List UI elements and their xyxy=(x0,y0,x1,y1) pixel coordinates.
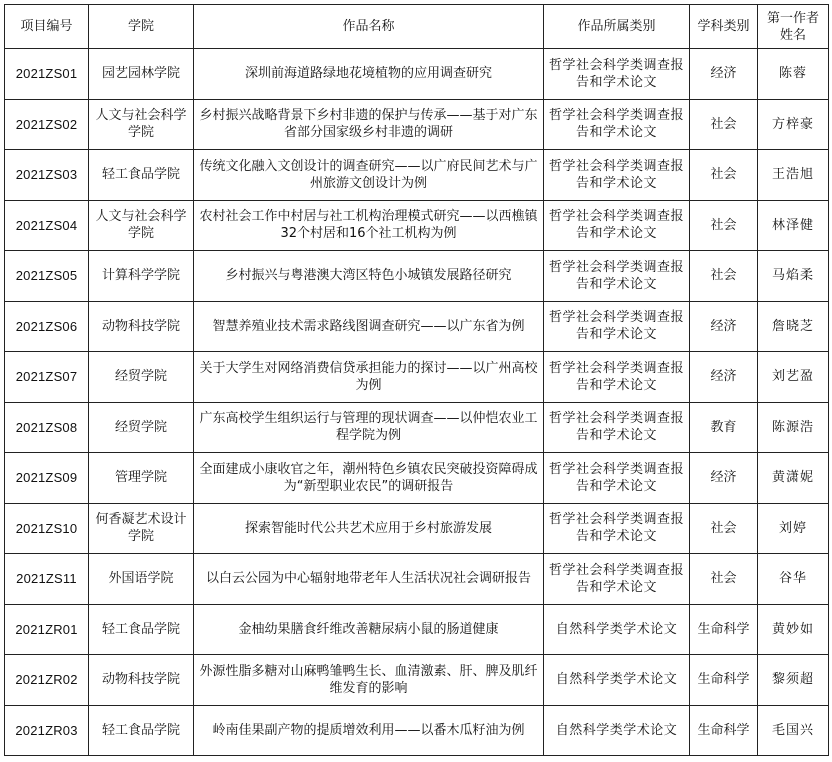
header-college: 学院 xyxy=(89,5,194,49)
college-cell: 轻工食品学院 xyxy=(89,150,194,201)
work-name-cell: 外源性脂多糖对山麻鸭雏鸭生长、血清激素、肝、脾及肌纤维发育的影响 xyxy=(194,655,544,706)
college-cell: 人文与社会科学学院 xyxy=(89,200,194,251)
work-name-cell: 乡村振兴战略背景下乡村非遗的保护与传承——基于对广东省部分国家级乡村非遗的调研 xyxy=(194,99,544,150)
work-name-cell: 以白云公园为中心辐射地带老年人生活状况社会调研报告 xyxy=(194,554,544,605)
first-author-cell: 林泽健 xyxy=(758,200,829,251)
project-code-cell: 2021ZS04 xyxy=(5,200,89,251)
table-row xyxy=(5,503,829,554)
project-code-cell: 2021ZR02 xyxy=(5,655,89,706)
first-author-cell: 陈蓉 xyxy=(758,49,829,100)
work-name-cell: 全面建成小康收官之年，潮州特色乡镇农民突破投资障碍成为“新型职业农民”的调研报告 xyxy=(194,453,544,504)
first-author-cell: 马焰柔 xyxy=(758,251,829,302)
subject-cell: 生命科学 xyxy=(690,604,758,655)
header-work-name: 作品名称 xyxy=(194,5,544,49)
subject-cell: 经济 xyxy=(690,453,758,504)
work-name-cell: 关于大学生对网络消费信贷承担能力的探讨——以广州高校为例 xyxy=(194,352,544,403)
table-row xyxy=(5,49,829,100)
header-subject: 学科类别 xyxy=(690,5,758,49)
work-name-cell: 农村社会工作中村居与社工机构治理模式研究——以西樵镇32个村居和16个社工机构为例 xyxy=(194,200,544,251)
work-category-cell: 自然科学类学术论文 xyxy=(544,604,690,655)
project-code-cell: 2021ZR01 xyxy=(5,604,89,655)
table-row xyxy=(5,705,829,756)
work-name-cell: 探索智能时代公共艺术应用于乡村旅游发展 xyxy=(194,503,544,554)
college-cell: 外国语学院 xyxy=(89,554,194,605)
first-author-cell: 谷华 xyxy=(758,554,829,605)
first-author-cell: 詹晓芝 xyxy=(758,301,829,352)
table-row xyxy=(5,150,829,201)
work-category-cell: 哲学社会科学类调查报告和学术论文 xyxy=(544,554,690,605)
subject-cell: 社会 xyxy=(690,99,758,150)
work-name-cell: 广东高校学生组织运行与管理的现状调查——以仲恺农业工程学院为例 xyxy=(194,402,544,453)
subject-cell: 社会 xyxy=(690,200,758,251)
subject-cell: 生命科学 xyxy=(690,655,758,706)
first-author-cell: 黄潇妮 xyxy=(758,453,829,504)
table-row xyxy=(5,99,829,150)
table-row xyxy=(5,453,829,504)
work-name-cell: 岭南佳果副产物的提质增效利用——以番木瓜籽油为例 xyxy=(194,705,544,756)
work-category-cell: 哲学社会科学类调查报告和学术论文 xyxy=(544,251,690,302)
subject-cell: 经济 xyxy=(690,301,758,352)
project-code-cell: 2021ZS09 xyxy=(5,453,89,504)
subject-cell: 经济 xyxy=(690,49,758,100)
work-name-cell: 传统文化融入文创设计的调查研究——以广府民间艺术与广州旅游文创设计为例 xyxy=(194,150,544,201)
project-code-cell: 2021ZS01 xyxy=(5,49,89,100)
college-cell: 轻工食品学院 xyxy=(89,705,194,756)
college-cell: 计算科学学院 xyxy=(89,251,194,302)
first-author-cell: 陈源浩 xyxy=(758,402,829,453)
work-category-cell: 哲学社会科学类调查报告和学术论文 xyxy=(544,503,690,554)
subject-cell: 社会 xyxy=(690,554,758,605)
work-category-cell: 哲学社会科学类调查报告和学术论文 xyxy=(544,200,690,251)
first-author-cell: 黎须超 xyxy=(758,655,829,706)
work-category-cell: 哲学社会科学类调查报告和学术论文 xyxy=(544,301,690,352)
table-row xyxy=(5,301,829,352)
subject-cell: 社会 xyxy=(690,503,758,554)
project-table xyxy=(4,4,829,756)
first-author-cell: 黄妙如 xyxy=(758,604,829,655)
project-code-cell: 2021ZS05 xyxy=(5,251,89,302)
project-code-cell: 2021ZR03 xyxy=(5,705,89,756)
work-category-cell: 哲学社会科学类调查报告和学术论文 xyxy=(544,402,690,453)
table-row xyxy=(5,402,829,453)
subject-cell: 教育 xyxy=(690,402,758,453)
subject-cell: 经济 xyxy=(690,352,758,403)
project-code-cell: 2021ZS10 xyxy=(5,503,89,554)
work-category-cell: 哲学社会科学类调查报告和学术论文 xyxy=(544,150,690,201)
subject-cell: 社会 xyxy=(690,150,758,201)
college-cell: 人文与社会科学学院 xyxy=(89,99,194,150)
college-cell: 何香凝艺术设计学院 xyxy=(89,503,194,554)
first-author-cell: 方梓豪 xyxy=(758,99,829,150)
work-category-cell: 哲学社会科学类调查报告和学术论文 xyxy=(544,453,690,504)
work-category-cell: 自然科学类学术论文 xyxy=(544,655,690,706)
work-category-cell: 哲学社会科学类调查报告和学术论文 xyxy=(544,352,690,403)
project-code-cell: 2021ZS06 xyxy=(5,301,89,352)
work-name-cell: 智慧养殖业技术需求路线图调查研究——以广东省为例 xyxy=(194,301,544,352)
work-category-cell: 哲学社会科学类调查报告和学术论文 xyxy=(544,99,690,150)
college-cell: 动物科技学院 xyxy=(89,301,194,352)
first-author-cell: 刘艺盈 xyxy=(758,352,829,403)
first-author-cell: 刘婷 xyxy=(758,503,829,554)
table-row xyxy=(5,604,829,655)
college-cell: 经贸学院 xyxy=(89,402,194,453)
first-author-cell: 毛国兴 xyxy=(758,705,829,756)
header-first-author: 第一作者姓名 xyxy=(758,5,829,49)
first-author-cell: 王浩旭 xyxy=(758,150,829,201)
subject-cell: 生命科学 xyxy=(690,705,758,756)
college-cell: 轻工食品学院 xyxy=(89,604,194,655)
work-category-cell: 哲学社会科学类调查报告和学术论文 xyxy=(544,49,690,100)
work-name-cell: 乡村振兴与粤港澳大湾区特色小城镇发展路径研究 xyxy=(194,251,544,302)
work-category-cell: 自然科学类学术论文 xyxy=(544,705,690,756)
header-row xyxy=(5,5,829,49)
header-project-code: 项目编号 xyxy=(5,5,89,49)
college-cell: 园艺园林学院 xyxy=(89,49,194,100)
table-row xyxy=(5,554,829,605)
project-code-cell: 2021ZS07 xyxy=(5,352,89,403)
table-row xyxy=(5,352,829,403)
header-work-category: 作品所属类别 xyxy=(544,5,690,49)
college-cell: 管理学院 xyxy=(89,453,194,504)
college-cell: 经贸学院 xyxy=(89,352,194,403)
college-cell: 动物科技学院 xyxy=(89,655,194,706)
subject-cell: 社会 xyxy=(690,251,758,302)
table-row xyxy=(5,200,829,251)
work-name-cell: 深圳前海道路绿地花境植物的应用调查研究 xyxy=(194,49,544,100)
project-code-cell: 2021ZS02 xyxy=(5,99,89,150)
project-code-cell: 2021ZS11 xyxy=(5,554,89,605)
work-name-cell: 金柚幼果膳食纤维改善糖尿病小鼠的肠道健康 xyxy=(194,604,544,655)
project-code-cell: 2021ZS08 xyxy=(5,402,89,453)
table-row xyxy=(5,655,829,706)
table-row xyxy=(5,251,829,302)
project-code-cell: 2021ZS03 xyxy=(5,150,89,201)
